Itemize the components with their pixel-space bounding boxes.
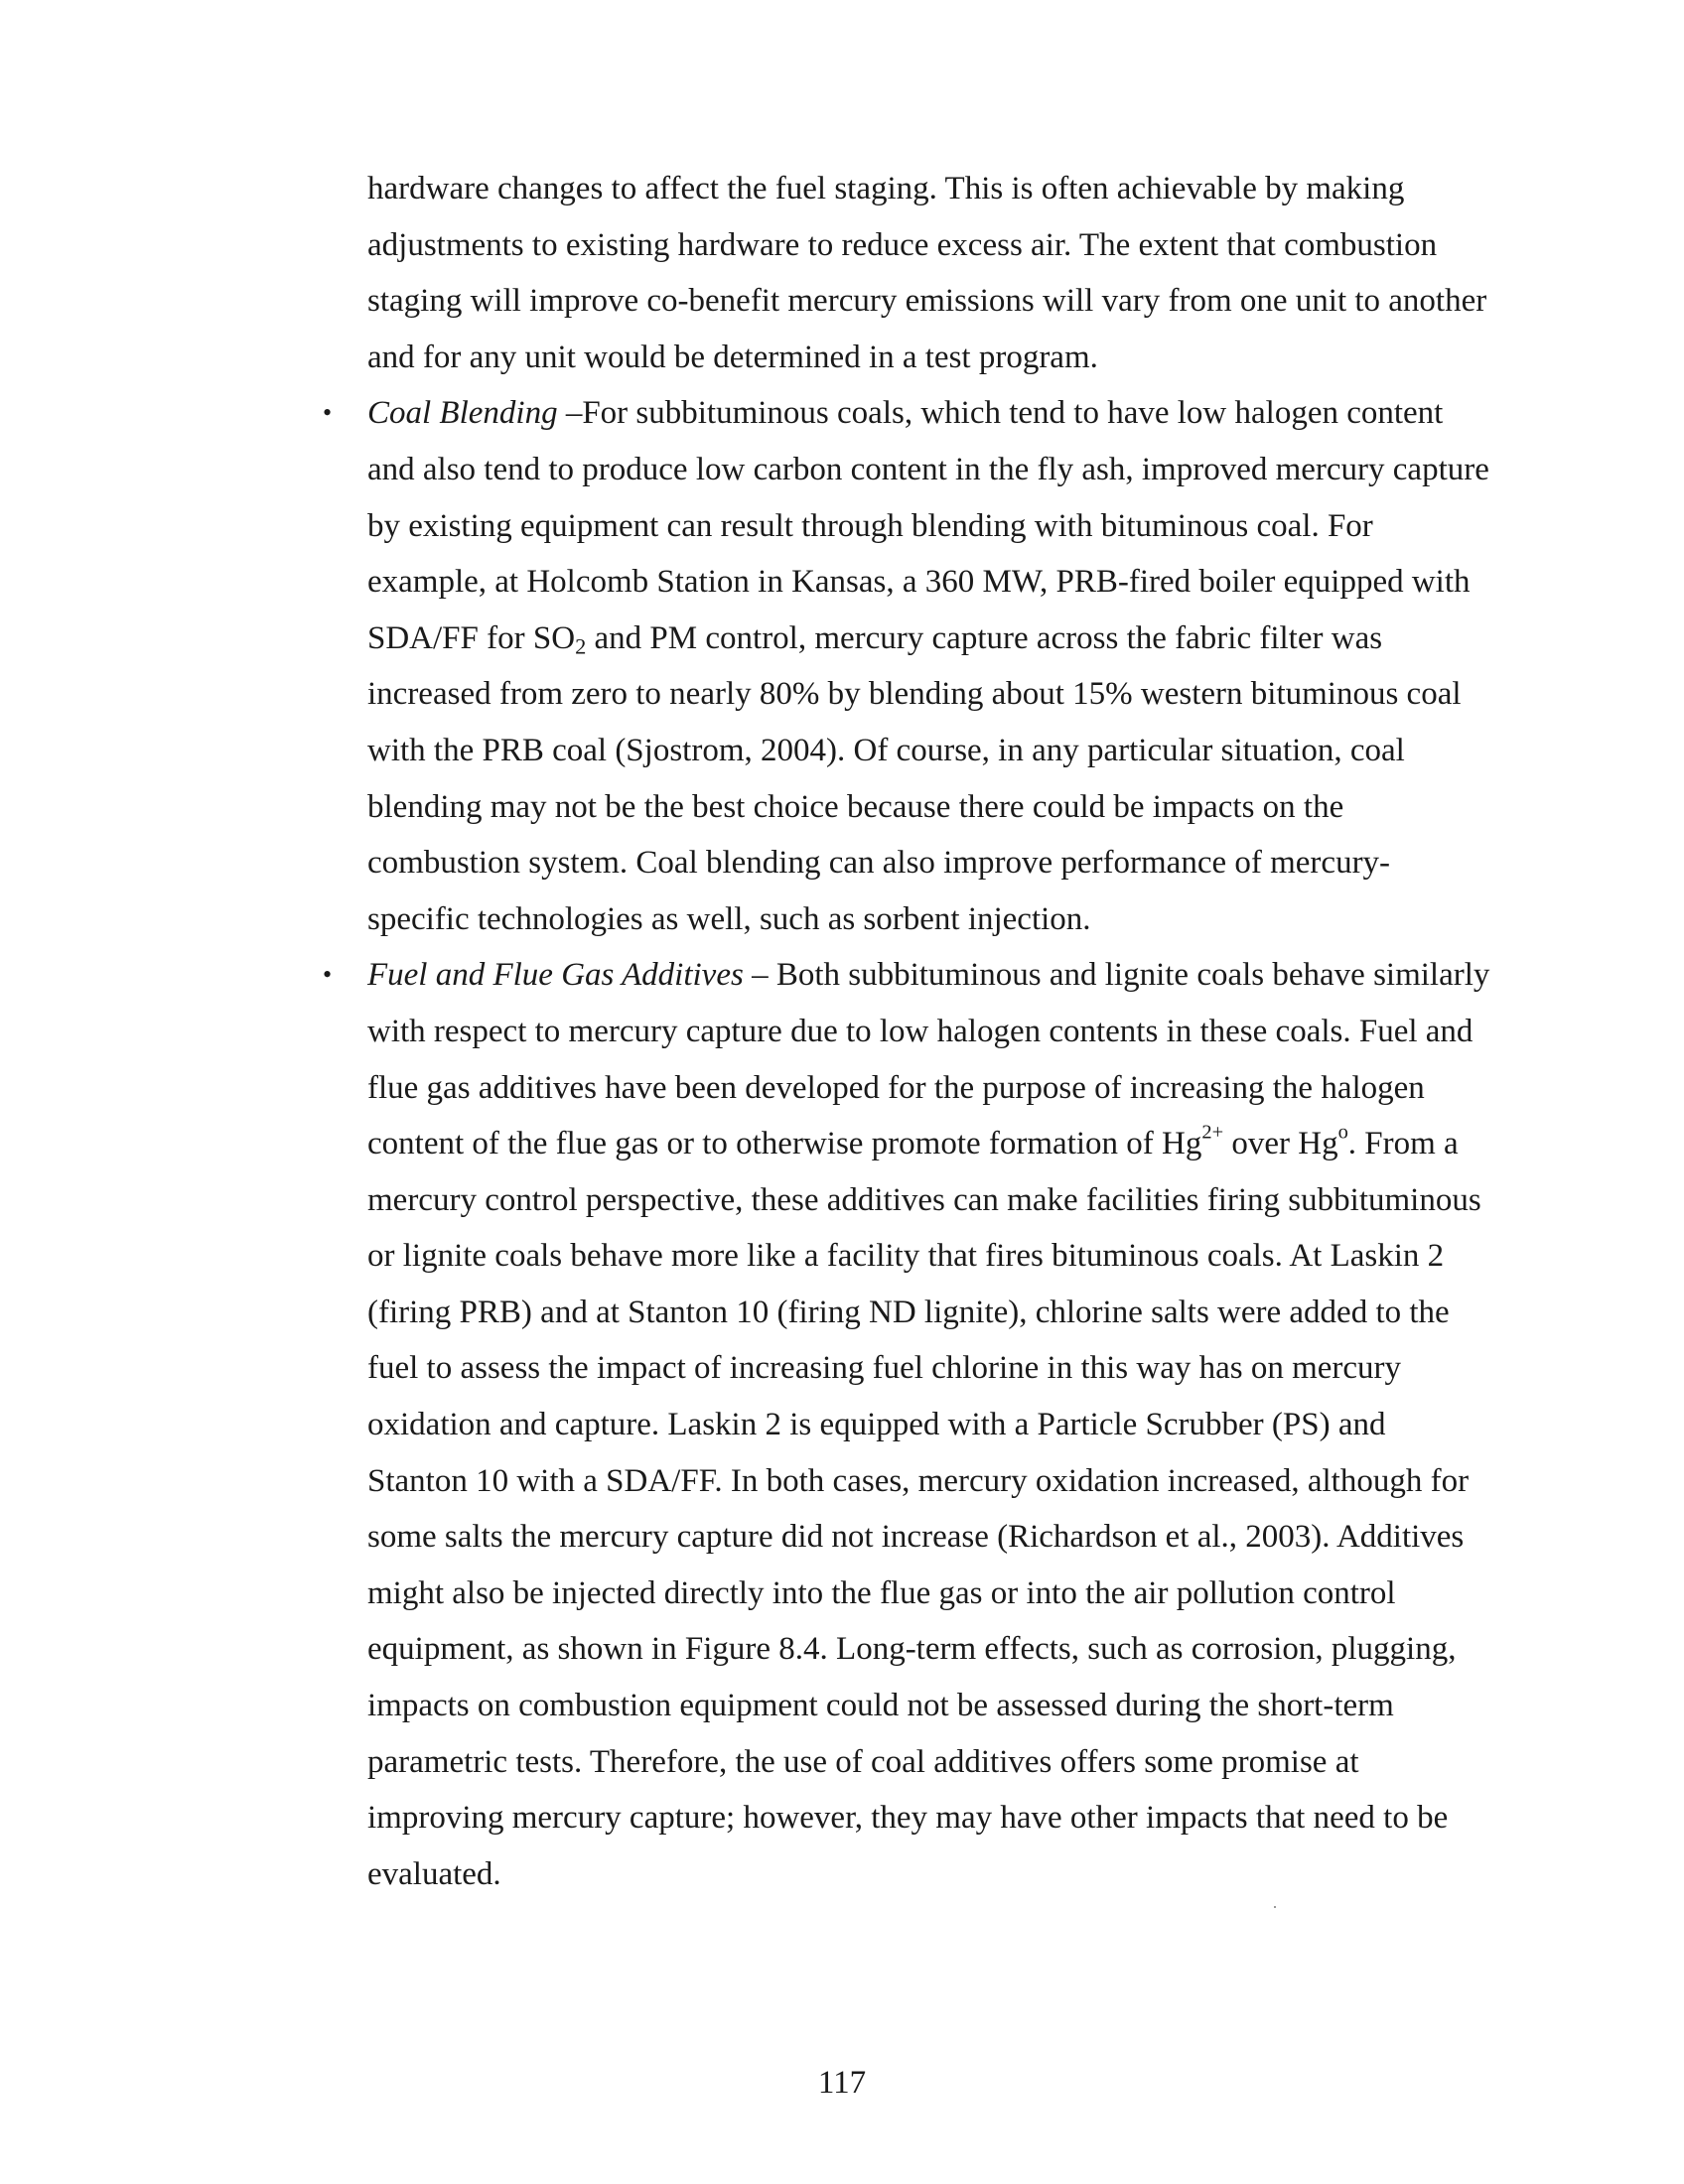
- text-line: example, at Holcomb Station in Kansas, a 360 MW, PRB-fired boiler equipped with: [367, 564, 1471, 601]
- text-line: and also tend to produce low carbon content in the fly ash, improved mercury capture: [367, 451, 1489, 487]
- text-line: specific technologies as well, such as sorbent injection.: [367, 900, 1091, 937]
- text-line: adjustments to existing hardware to reduce excess air. The extent that combustion: [367, 226, 1438, 263]
- text-line: content of the flue gas or to otherwise promote formation of $Hg^{2+}$ over Hg$^o$. From a: [367, 1121, 1459, 1162]
- text-line: equipment, as shown in Figure 8.4. Long-term effects, such as corrosion, plugging,: [367, 1631, 1457, 1668]
- continuation-paragraph: [367, 161, 1489, 385]
- text-line: oxidation and capture. Laskin 2 is equipped with a Particle Scrubber (PS) and: [367, 1407, 1386, 1443]
- text-line: Stanton 10 with a SDA/FF. In both cases, mercury oxidation increased, although for: [367, 1462, 1470, 1499]
- text-line: fuel to assess the impact of increasing fuel chlorine in this way has on mercury: [367, 1350, 1402, 1387]
- bullet-lead-term: Fuel and Flue Gas Additives: [367, 957, 744, 994]
- text-line: improving mercury capture; however, they may have other impacts that need to be: [367, 1800, 1449, 1837]
- text-line: (firing PRB) and at Stanton 10 (firing ND lignite), chlorine salts were added to the: [367, 1294, 1450, 1330]
- text-line: combustion system. Coal blending can also improve performance of mercury-: [367, 845, 1391, 882]
- bullet-icon: •: [323, 960, 333, 990]
- text-line: flue gas additives have been developed for the purpose of increasing the halogen: [367, 1069, 1425, 1106]
- bullet-icon: •: [323, 398, 333, 428]
- body-text: [323, 161, 1490, 1902]
- text-line: Fuel and Flue Gas Additives – Both subbituminous and lignite coals behave similarly: [367, 957, 1490, 994]
- text-line: some salts the mercury capture did not increase (Richardson et al., 2003). Additives: [367, 1519, 1465, 1556]
- text-line: mercury control perspective, these additives can make facilities firing subbituminous: [367, 1181, 1481, 1218]
- page-number: 117: [817, 2065, 867, 2101]
- text-line: impacts on combustion equipment could not be assessed during the short-term: [367, 1688, 1394, 1724]
- text-line: increased from zero to nearly 80% by blending about 15% western bituminous coal: [367, 676, 1462, 713]
- text-line: evaluated.: [367, 1855, 501, 1892]
- text-line: or lignite coals behave more like a facility that fires bituminous coals. At Laskin 2: [367, 1238, 1445, 1275]
- text-line: with the PRB coal (Sjostrom, 2004). Of course, in any particular situation, coal: [367, 732, 1405, 768]
- scan-speck: [1274, 1906, 1276, 1908]
- text-line: blending may not be the best choice because there could be impacts on the: [367, 788, 1344, 825]
- text-line: SDA/FF for $SO_2$ and PM control, mercury capture across the fabric filter was: [367, 619, 1383, 659]
- bullet-item-coal-blending: [323, 385, 1489, 947]
- bullet-lead-term: Coal Blending: [367, 395, 558, 432]
- text-line: might also be injected directly into the flue gas or into the air pollution control: [367, 1574, 1396, 1611]
- text-line: with respect to mercury capture due to low halogen contents in these coals. Fuel and: [367, 1013, 1474, 1049]
- bullet-item-fuel-additives: [323, 947, 1490, 1902]
- text-line: hardware changes to affect the fuel staging. This is often achievable by making: [367, 171, 1405, 206]
- text-line: parametric tests. Therefore, the use of coal additives offers some promise at: [367, 1743, 1359, 1780]
- text-line: and for any unit would be determined in a test program.: [367, 339, 1098, 375]
- text-line: staging will improve co-benefit mercury emissions will vary from one unit to another: [367, 283, 1487, 320]
- text-line: by existing equipment can result through blending with bituminous coal. For: [367, 507, 1373, 544]
- text-line: Coal Blending –For subbituminous coals, which tend to have low halogen content: [367, 395, 1444, 432]
